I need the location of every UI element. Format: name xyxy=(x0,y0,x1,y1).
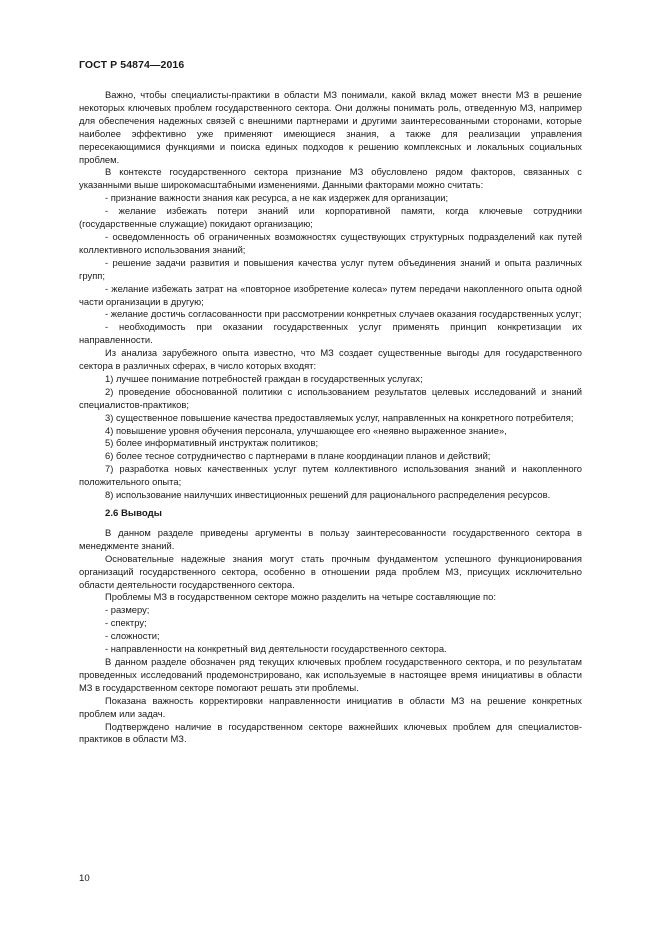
paragraph: Подтверждено наличие в государственном секторе важнейших ключевых проблем для специалистов-практиков в области МЗ. xyxy=(79,720,582,745)
list-item: - сложности; xyxy=(105,630,160,642)
paragraph: В контексте государственного сектора признание МЗ обусловлено рядом факторов, связанных с указанными выше широкомасштабными изменениями. Данными факторами можно считать: xyxy=(79,166,582,191)
paragraph: Важно, чтобы специалисты-практики в области МЗ понимали, какой вклад может внести МЗ в решение некоторых ключевых проблем государственного сектора. Они должны понимать роль, отведенную МЗ, например для обеспечения надежных связей с внешними партнерами и другими заинтересованными сторонами, которые наиболее эффективно уже применяют имеющиеся знания, а также для реализации управления пересекающимися функциями и поиска единых подходов к решению комплексных и локальных социальных проблем. xyxy=(79,89,582,165)
page-body xyxy=(79,89,582,746)
list-item: 4) повышение уровня обучения персонала, улучшающее его «неявно выраженное знание», xyxy=(105,424,507,436)
list-item: - желание избежать потери знаний или корпоративной памяти, когда ключевые сотрудники (государственные служащие) покидают организацию; xyxy=(79,205,582,230)
document-header: ГОСТ Р 54874—2016 xyxy=(79,59,185,71)
paragraph: Проблемы МЗ в государственном секторе можно разделить на четыре составляющие по: xyxy=(105,591,496,603)
list-item: - необходимость при оказании государственных услуг применять принцип конкретизации их направленности. xyxy=(79,321,582,346)
page-number: 10 xyxy=(79,873,90,884)
list-item: 3) существенное повышение качества предоставляемых услуг, направленных на конкретного потребителя; xyxy=(105,411,574,423)
section-b xyxy=(79,527,582,746)
list-item: 7) разработка новых качественных услуг путем коллективного использования знаний и накопленного положительного опыта; xyxy=(79,463,582,488)
list-item: - размеру; xyxy=(105,604,150,616)
list-item: 1) лучшее понимание потребностей граждан в государственных услугах; xyxy=(105,372,423,384)
section-a xyxy=(79,89,582,502)
list-item: 8) использование наилучших инвестиционных решений для рационального распределения ресурсов. xyxy=(105,489,551,501)
list-item: - желание достичь согласованности при рассмотрении конкретных случаев оказания государственных услуг; xyxy=(105,308,582,320)
paragraph: Из анализа зарубежного опыта известно, что МЗ создает существенные выгоды для государственного сектора в различных сферах, в число которых входят: xyxy=(79,347,582,372)
list-item: - осведомленность об ограниченных возможностях существующих структурных подразделений как путей коллективного использования знаний; xyxy=(79,230,582,255)
list-item: 6) более тесное сотрудничество с партнерами в плане координации планов и действий; xyxy=(105,450,491,462)
list-item: - желание избежать затрат на «повторное изобретение колеса» путем передачи накопленного опыта одной части организации в другую; xyxy=(79,282,582,307)
list-item: - направленности на конкретный вид деятельности государственного сектора. xyxy=(105,643,447,655)
list-item: - решение задачи развития и повышения качества услуг путем объединения знаний и опыта различных групп; xyxy=(79,256,582,281)
list-item: 5) более информативный инструктаж политиков; xyxy=(105,437,319,449)
paragraph: Основательные надежные знания могут стать прочным фундаментом успешного функционирования организаций государственного сектора, особенно в отношении ряда проблем МЗ, присущих исключительно области деятельности государственного сектора. xyxy=(79,552,582,590)
list-item: - признание важности знания как ресурса, а не как издержек для организации; xyxy=(105,192,449,204)
paragraph: Показана важность корректировки направленности инициатив в области МЗ на решение конкретных проблем или задач. xyxy=(79,694,582,719)
list-item: - спектру; xyxy=(105,617,147,629)
list-item: 2) проведение обоснованной политики с использованием результатов целевых исследований и знаний специалистов-практиков; xyxy=(79,385,582,410)
section-heading: 2.6 Выводы xyxy=(105,508,162,519)
paragraph: В данном разделе обозначен ряд текущих ключевых проблем государственного сектора, и по результатам проведенных исследований продемонстрировано, как используемые в настоящее время инициативы в области МЗ в государственном секторе помогают решать эти проблемы. xyxy=(79,655,582,693)
paragraph: В данном разделе приведены аргументы в пользу заинтересованности государственного сектора в менеджменте знаний. xyxy=(79,526,582,551)
